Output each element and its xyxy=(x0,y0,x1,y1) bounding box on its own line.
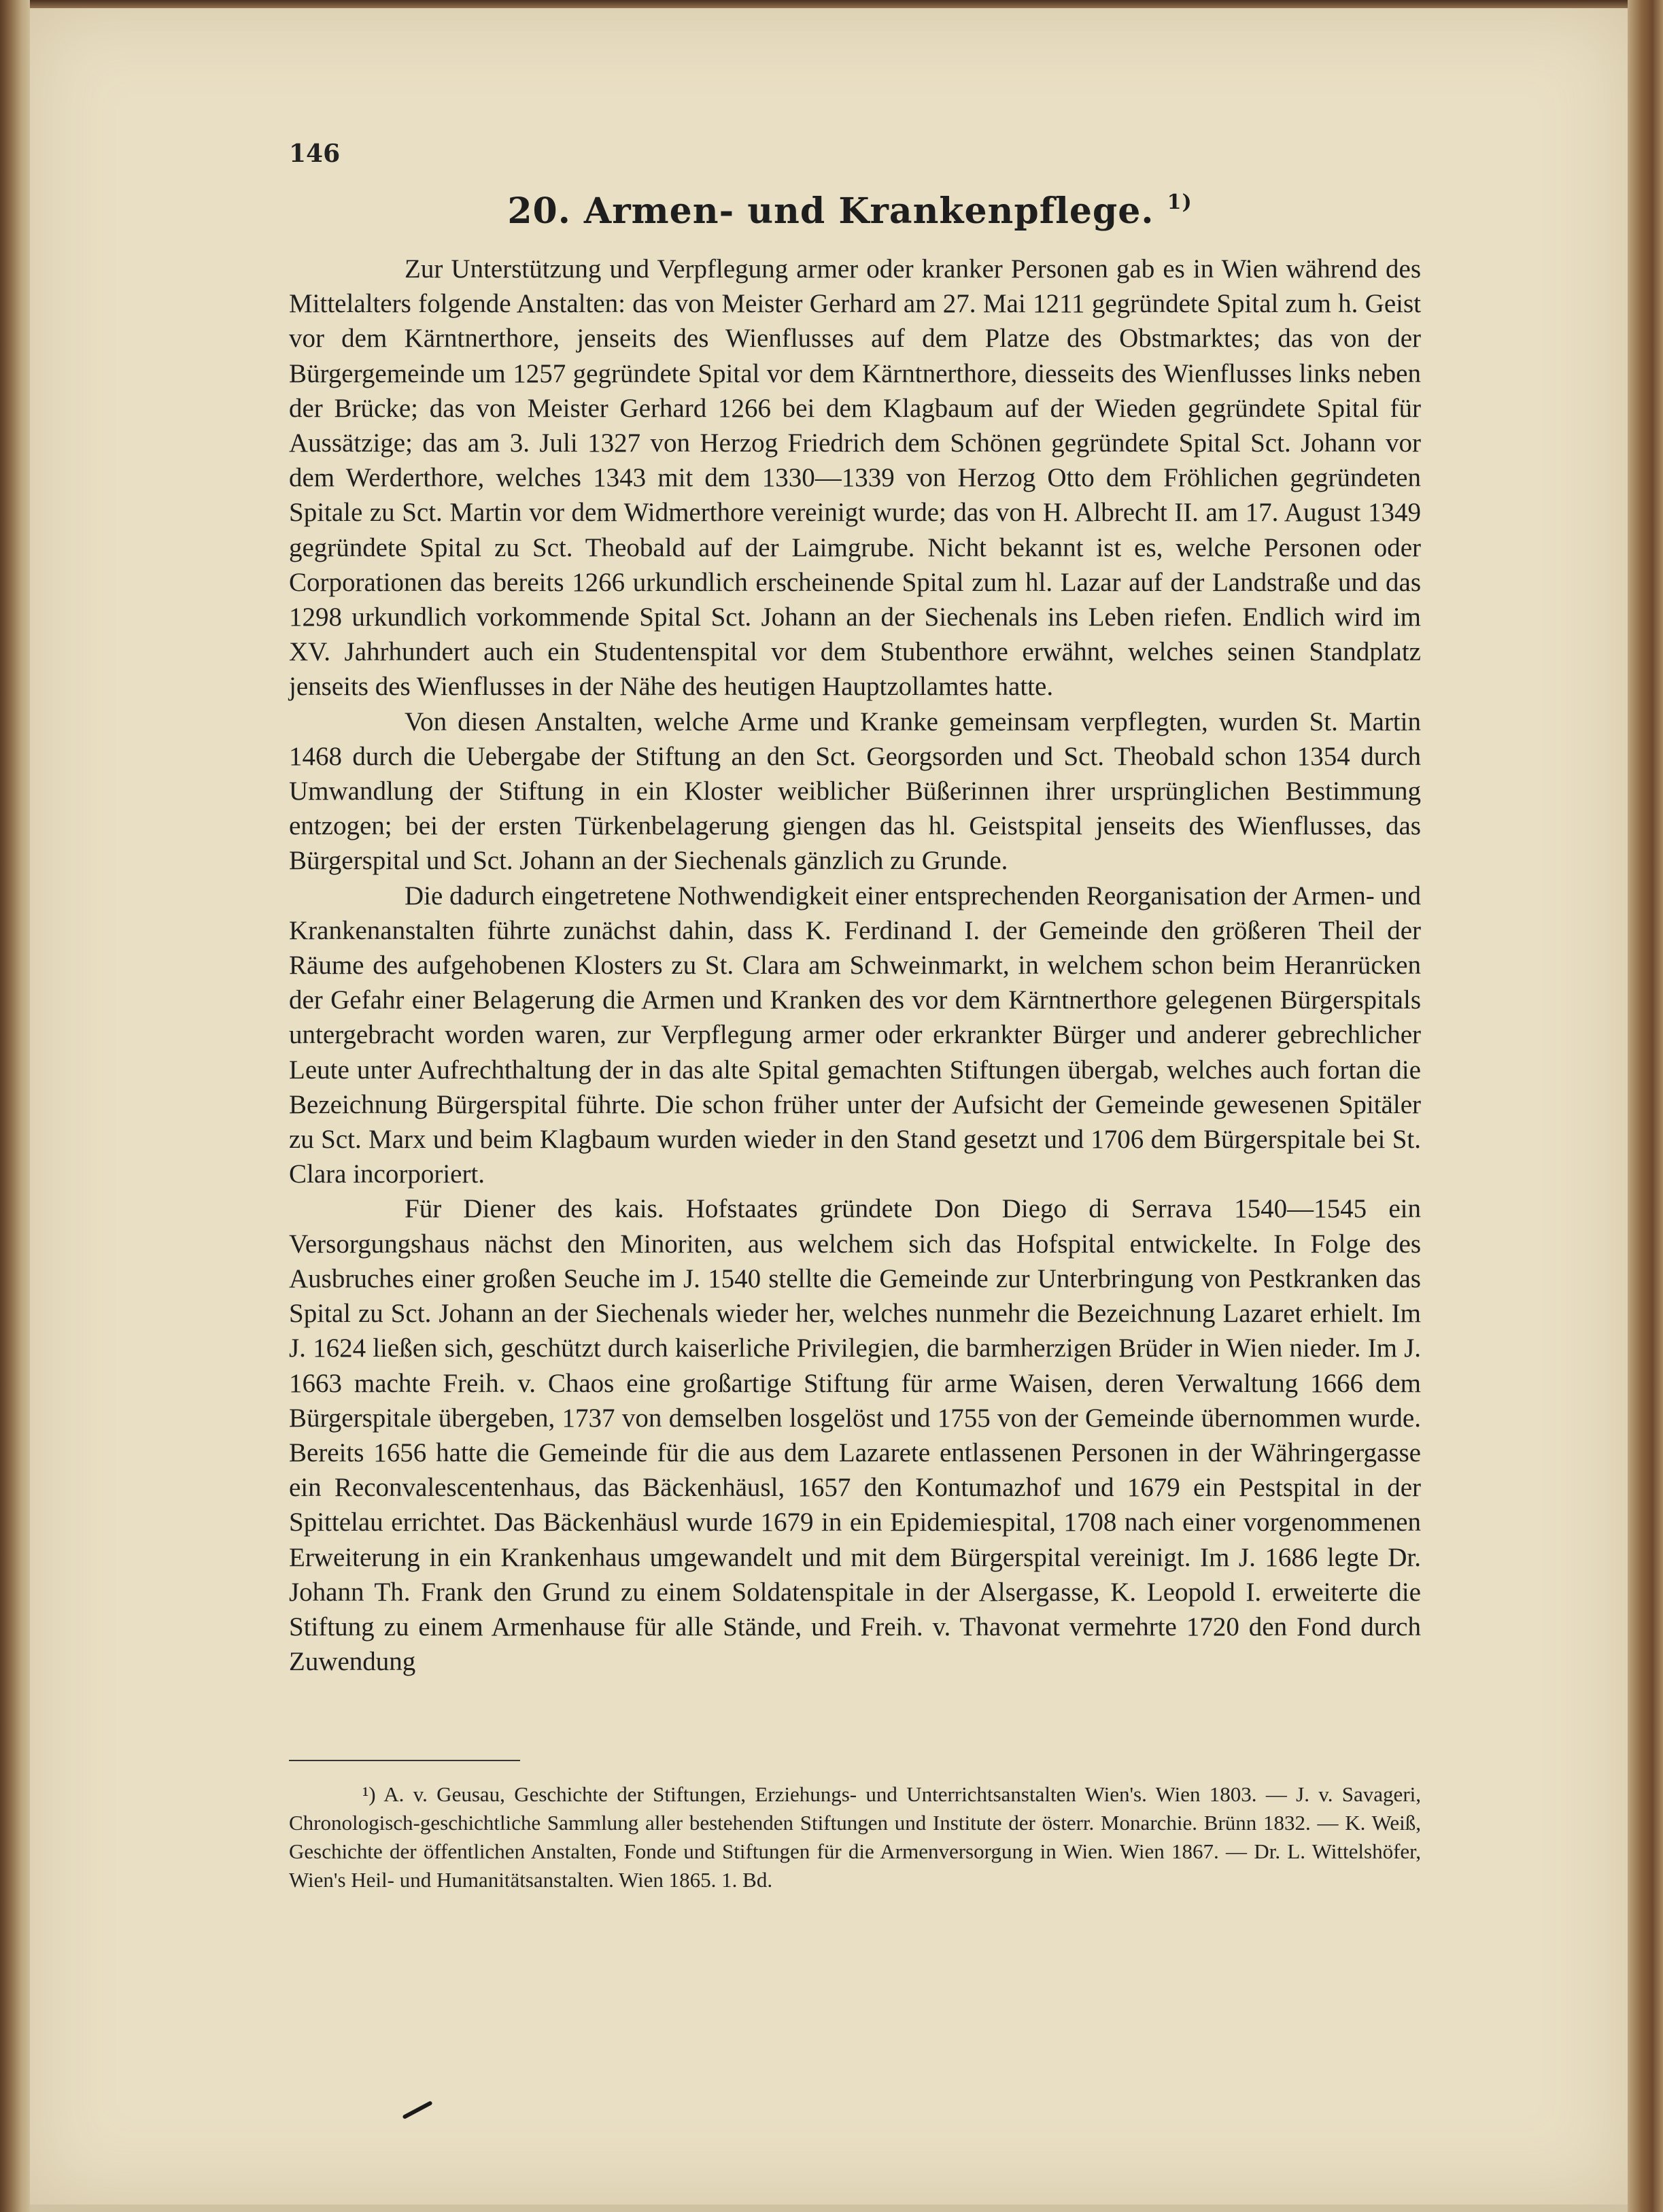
paragraph: Die dadurch eingetretene Nothwendigkeit einer entsprechenden Reorganisation der Armen- und Krankenanstalten führte zunächst dahin, dass K. Ferdinand I. der Gemeinde den größeren Theil der Räume des aufgehobenen Klosters zu St. Clara am Schweinmarkt, in welchem schon beim Heranrücken der Gefahr einer Belagerung die Armen und Kranken des vor dem Kärntnerthore gelegenen Bürgerspitals untergebracht worden waren, zur Verpflegung armer oder erkrankter Bürger und anderer gebrechlicher Leute unter Aufrechthaltung der in das alte Spital gemachten Stiftungen übergab, welches auch fortan die Bezeichnung Bürgerspital führte. Die schon früher unter der Aufsicht der Gemeinde gewesenen Spitäler zu Sct. Marx und beim Klagbaum wurden wieder in den Stand gesetzt und 1706 dem Bürgerspitale bei St. Clara incorporiert. xyxy=(289,881,1421,1189)
section-heading xyxy=(272,190,1428,232)
heading-footnote-ref: 1) xyxy=(1167,190,1193,214)
book-spine-shadow xyxy=(0,0,30,2212)
paragraph: Für Diener des kais. Hofstaates gründete Don Diego di Serrava 1540—1545 ein Versorgungshaus nächst den Minoriten, aus welchem sich das Hofspital entwickelte. In Folge des Ausbruches einer großen Seuche im J. 1540 stellte die Gemeinde zur Unterbringung von Pestkranken das Spital zu Sct. Johann an der Siechenals wieder her, welches nunmehr die Bezeichnung Lazaret erhielt. Im J. 1624 ließen sich, geschützt durch kaiserliche Privilegien, die barmherzigen Brüder in Wien nieder. Im J. 1663 machte Freih. v. Chaos eine großartige Stiftung für arme Waisen, deren Verwaltung 1666 dem Bürgerspitale übergeben, 1737 von demselben losgelöst und 1755 von der Gemeinde übernommen wurde. Bereits 1656 hatte die Gemeinde für die aus dem Lazarete entlassenen Personen in der Währingergasse ein Reconvalescentenhaus, das Bäckenhäusl, 1657 den Kontumazhof und 1679 ein Pestspital in der Spittelau errichtet. Das Bäckenhäusl wurde 1679 in ein Epidemiespital, 1708 nach einer vorgenommenen Erweiterung in ein Krankenhaus umgewandelt und mit dem Bürgerspital vereinigt. Im J. 1686 legte Dr. Johann Th. Frank den Grund zu einem Soldatenspitale in der Alsergasse, K. Leopold I. erweiterte die Stiftung zu einem Armenhause für alle Stände, und Freih. v. Thavonat vermehrte 1720 den Fond durch Zuwendung xyxy=(289,1194,1421,1677)
heading-text: 20. Armen- und Krankenpflege. xyxy=(507,190,1154,232)
book-right-edge xyxy=(1628,0,1663,2212)
paragraph: Von diesen Anstalten, welche Arme und Kranke gemeinsam verpflegten, wurden St. Martin 1468 durch die Uebergabe der Stiftung an den Sct. Georgsorden und Sct. Theobald schon 1354 durch Umwandlung der Stiftung in ein Kloster weiblicher Büßerinnen ihrer ursprünglichen Bestimmung entzogen; bei der ersten Türkenbelagerung giengen das hl. Geistspital jenseits des Wienflusses, das Bürgerspital und Sct. Johann an der Siechenals gänzlich zu Grunde. xyxy=(289,707,1421,876)
page-number: 146 xyxy=(289,139,341,168)
footnote: ¹) A. v. Geusau, Geschichte der Stiftungen, Erziehungs- und Unterrichtsanstalten Wien's. Wien 1803. — J. v. Savageri, Chronologisch-geschichtliche Sammlung aller bestehenden Stiftungen und Institute der österr. Monarchie. Brünn 1832. — K. Weiß, Geschichte der öffentlichen Anstalten, Fonde und Stiftungen für die Armenversorgung in Wien. Wien 1867. — Dr. L. Wittelshöfer, Wien's Heil- und Humanitätsanstalten. Wien 1865. 1. Bd. xyxy=(289,1782,1421,1892)
body-text xyxy=(289,252,1421,1679)
footnote-divider xyxy=(289,1760,520,1761)
paragraph: Zur Unterstützung und Verpflegung armer oder kranker Personen gab es in Wien während des Mittelalters folgende Anstalten: das von Meister Gerhard am 27. Mai 1211 gegründete Spital zum h. Geist vor dem Kärntnerthore, jenseits des Wienflusses auf dem Platze des Obstmarktes; das von der Bürgergemeinde um 1257 gegründete Spital vor dem Kärntnerthore, diesseits des Wienflusses links neben der Brücke; das von Meister Gerhard 1266 bei dem Klagbaum auf der Wieden gegründete Spital für Aussätzige; das am 3. Juli 1327 von Herzog Friedrich dem Schönen gegründete Spital Sct. Johann vor dem Werderthore, welches 1343 mit dem 1330—1339 von Herzog Otto dem Fröhlichen gegründeten Spitale zu Sct. Martin vor dem Widmerthore vereinigt wurde; das von H. Albrecht II. am 17. August 1349 gegründete Spital zu Sct. Theobald auf der Laimgrube. Nicht bekannt ist es, welche Personen oder Corporationen das bereits 1266 urkundlich erscheinende Spital zum hl. Lazar auf der Landstraße und das 1298 urkundlich vorkommende Spital Sct. Johann an der Siechenals ins Leben riefen. Endlich wird im XV. Jahrhundert auch ein Studentenspital vor dem Stubenthore erwähnt, welches seinen Standplatz jenseits des Wienflusses in der Nähe des heutigen Hauptzollamtes hatte. xyxy=(289,254,1421,702)
